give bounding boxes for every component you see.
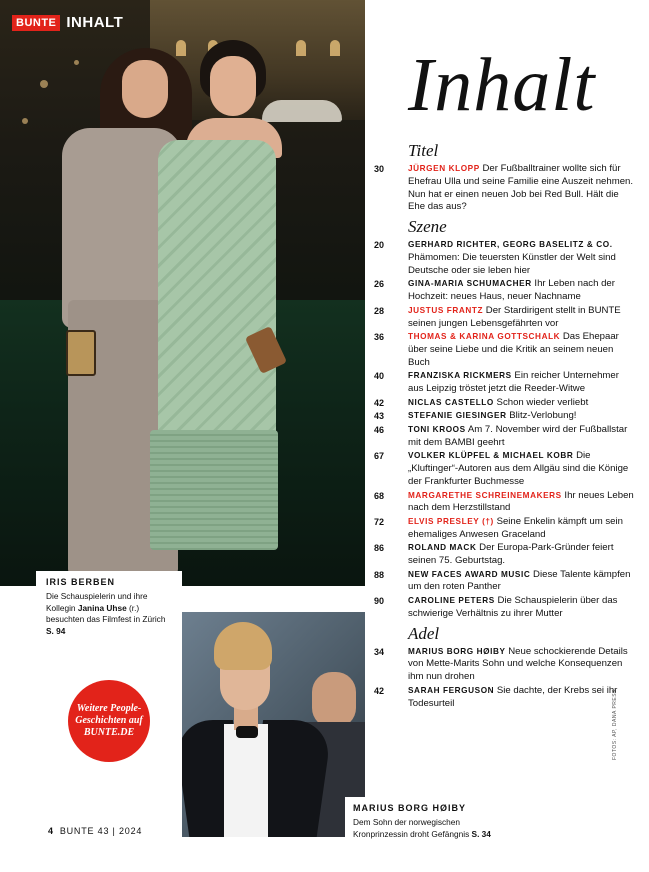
toc-page-number: 86 bbox=[374, 543, 385, 554]
hero-photo bbox=[0, 0, 365, 586]
toc-entry[interactable] bbox=[374, 450, 636, 488]
toc-entry[interactable] bbox=[374, 595, 636, 621]
bokeh-light bbox=[22, 118, 28, 124]
toc-entry-name: SARAH FERGUSON bbox=[408, 685, 495, 695]
toc-entry-text: Der Europa-Park-Gründer feiert seinen 75. Geburtstag. bbox=[408, 542, 614, 567]
toc-entry-body bbox=[408, 490, 636, 516]
toc-entry-name: FRANZISKA RICKMERS bbox=[408, 371, 512, 381]
toc-section bbox=[374, 625, 636, 711]
toc-entry-text: Phämomen: Die teuersten Künstler der Welt sind Deutsche oder sie leben hier bbox=[408, 251, 616, 276]
bow-tie bbox=[236, 726, 258, 738]
caption-text-part: Dem Sohn der norwegischen Kronprinzessin droht Gefängnis bbox=[353, 817, 472, 839]
toc-page-number: 36 bbox=[374, 332, 385, 343]
toc-entry-body bbox=[408, 542, 636, 568]
bokeh-light bbox=[74, 60, 79, 65]
toc-entry-body bbox=[408, 595, 636, 621]
toc-entry-name: NICLAS CASTELLO bbox=[408, 397, 494, 407]
toc-entry-body bbox=[408, 646, 636, 684]
toc-entry-name: NEW FACES AWARD MUSIC bbox=[408, 569, 531, 579]
toc-entry-body bbox=[408, 450, 636, 488]
toc-entry[interactable] bbox=[374, 569, 636, 595]
toc-entry[interactable] bbox=[374, 490, 636, 516]
toc-page-number: 90 bbox=[374, 596, 385, 607]
toc-page-number: 20 bbox=[374, 240, 385, 251]
person-hair bbox=[214, 622, 272, 670]
caption-text bbox=[353, 817, 493, 840]
toc-entry[interactable] bbox=[374, 410, 636, 423]
toc-page-number: 68 bbox=[374, 490, 385, 501]
caption-text bbox=[46, 591, 174, 637]
toc-entry-text: Blitz-Verlobung! bbox=[509, 410, 577, 422]
toc-entry-text: Der Stardirigent stellt in BUNTE seinen jungen Lebensgefährten vor bbox=[408, 304, 621, 329]
toc-entry[interactable] bbox=[374, 331, 636, 369]
table-of-contents bbox=[374, 142, 636, 714]
clutch-bag bbox=[66, 330, 96, 376]
toc-entry-body bbox=[408, 278, 636, 304]
toc-page-number: 42 bbox=[374, 685, 385, 696]
patio-umbrella bbox=[262, 100, 342, 122]
toc-entry-text: Die „Kluftinger“-Autoren aus dem Allgäu sind die Könige der Frankfurter Buchmesse bbox=[408, 450, 629, 487]
page-folio bbox=[48, 826, 142, 836]
toc-section bbox=[374, 142, 636, 214]
photo-caption bbox=[345, 797, 501, 846]
toc-entry-name: MARIUS BORG HØIBY bbox=[408, 646, 506, 656]
toc-entry-name: STEFANIE GIESINGER bbox=[408, 411, 507, 421]
folio-magazine: BUNTE bbox=[59, 826, 95, 836]
toc-page-number: 67 bbox=[374, 451, 385, 462]
toc-page-number: 88 bbox=[374, 569, 385, 580]
promo-badge[interactable]: Weitere People-Geschichten auf BUNTE.DE bbox=[68, 680, 150, 762]
toc-entry-text: Ihr neues Leben nach dem Herzstillstand bbox=[408, 489, 634, 514]
toc-entry-text: Der Fußballtrainer wollte sich für Ehefrau Ulla und seine Familie eine Auszeit nehmen. Nun hat er einen neuen Job bei Red Bull. Hält die Ehe das aus? bbox=[408, 163, 634, 213]
bokeh-light bbox=[40, 80, 48, 88]
caption-name: MARIUS BORG HØIBY bbox=[353, 803, 467, 813]
caption-page-ref: S. 34 bbox=[471, 828, 491, 839]
toc-entry-name: ELVIS PRESLEY (†) bbox=[408, 516, 494, 526]
toc-page-number: 26 bbox=[374, 279, 385, 290]
toc-entry[interactable] bbox=[374, 516, 636, 542]
toc-entry-text: Die Schauspielerin über das schwierige Verhältnis zu ihrer Mutter bbox=[408, 595, 618, 619]
toc-entry[interactable] bbox=[374, 542, 636, 568]
caption-name: IRIS BERBEN bbox=[46, 577, 116, 587]
toc-entry-text: Ihr Leben nach der Hochzeit: neues Haus, neuer Nachname bbox=[408, 278, 615, 303]
toc-page-number: 46 bbox=[374, 424, 385, 435]
toc-entry-body bbox=[408, 410, 636, 423]
building-window bbox=[330, 40, 340, 56]
toc-entry[interactable] bbox=[374, 685, 636, 711]
toc-section-heading: Titel bbox=[408, 141, 439, 160]
toc-entry-name: ROLAND MACK bbox=[408, 543, 477, 553]
toc-entry-name: THOMAS & KARINA GOTTSCHALK bbox=[408, 332, 561, 342]
toc-entry[interactable] bbox=[374, 424, 636, 450]
toc-page-number: 28 bbox=[374, 305, 385, 316]
toc-entry-body bbox=[408, 163, 636, 214]
toc-entry-text: Seine Enkelin kämpft um sein ehemaliges Anwesen Graceland bbox=[408, 515, 623, 540]
toc-entry-text: Schon wieder verliebt bbox=[496, 396, 589, 408]
toc-entry[interactable] bbox=[374, 305, 636, 331]
dress-shirt bbox=[224, 724, 268, 837]
toc-entry-name: CAROLINE PETERS bbox=[408, 596, 495, 606]
toc-entry-body bbox=[408, 370, 636, 396]
toc-entry[interactable] bbox=[374, 397, 636, 410]
toc-entry-text: Ein reicher Unternehmer aus Leipzig tröstet jetzt die Reeder-Witwe bbox=[408, 370, 619, 395]
toc-entry[interactable] bbox=[374, 278, 636, 304]
toc-page-number: 42 bbox=[374, 397, 385, 408]
page-title: Inhalt bbox=[408, 43, 596, 127]
toc-entry-name: JÜRGEN KLOPP bbox=[408, 164, 480, 173]
caption-text-part: (r.) besuchten das Filmfest in Zürich bbox=[46, 602, 166, 624]
caption-text-part: Die Schauspielerin und ihre Kollegin bbox=[46, 591, 148, 613]
toc-entry-text: Das Ehepaar über seine Liebe und die Kritik an seinem neuen Buch bbox=[408, 331, 619, 368]
toc-entry-name: JUSTUS FRANTZ bbox=[408, 305, 484, 315]
toc-section bbox=[374, 218, 636, 620]
section-header bbox=[12, 14, 123, 31]
toc-entry-name: TONI KROOS bbox=[408, 424, 466, 434]
toc-entry[interactable] bbox=[374, 370, 636, 396]
toc-entry-body bbox=[408, 305, 636, 331]
toc-entry-body bbox=[408, 685, 636, 711]
photo-credit: FOTOS: AP, DANA PRESS bbox=[612, 689, 618, 760]
person-face bbox=[210, 56, 256, 116]
toc-entry-body bbox=[408, 397, 636, 410]
toc-entry-text: Diese Talente kämpfen um den roten Panther bbox=[408, 568, 631, 593]
toc-entry-name: GERHARD RICHTER, GEORG BASELITZ & CO. bbox=[408, 240, 613, 250]
toc-entry-name: VOLKER KLÜPFEL & MICHAEL KOBR bbox=[408, 451, 574, 461]
toc-entry[interactable] bbox=[374, 646, 636, 684]
portrait-photo bbox=[182, 612, 365, 837]
folio-page-number: 4 bbox=[48, 826, 54, 836]
toc-entry-name: GINA-MARIA SCHUMACHER bbox=[408, 279, 532, 289]
toc-entry-name: MARGARETHE SCHREINEMAKERS bbox=[408, 490, 562, 500]
toc-entry-body bbox=[408, 239, 636, 277]
toc-page-number: 43 bbox=[374, 411, 385, 422]
toc-page-number: 72 bbox=[374, 516, 385, 527]
caption-page-ref: S. 94 bbox=[46, 625, 66, 636]
toc-entry-text: Sie dachte, der Krebs sei ihr Todesurteil bbox=[408, 684, 618, 709]
toc-entry-body bbox=[408, 516, 636, 542]
toc-section-heading: Adel bbox=[408, 623, 440, 643]
section-label: INHALT bbox=[66, 14, 124, 31]
toc-page-number: 40 bbox=[374, 371, 385, 382]
dress-hem bbox=[150, 430, 278, 550]
toc-entry-body bbox=[408, 424, 636, 450]
person-face bbox=[122, 60, 168, 118]
bunte-logo: BUNTE bbox=[12, 15, 60, 31]
photo-caption bbox=[36, 571, 182, 643]
caption-bold-name: Janina Uhse bbox=[77, 602, 127, 613]
toc-entry-text: Neue schockierende Details von Mette-Marits Sohn und welche Konsequenzen ihm nun drohen bbox=[408, 645, 628, 683]
background-person-face bbox=[312, 672, 356, 728]
folio-issue: 43 | 2024 bbox=[97, 826, 143, 836]
building-window bbox=[296, 40, 306, 56]
toc-entry[interactable] bbox=[374, 239, 636, 277]
building-window bbox=[176, 40, 186, 56]
toc-page-number: 34 bbox=[374, 646, 385, 657]
toc-entry-body bbox=[408, 569, 636, 595]
toc-entry[interactable] bbox=[374, 163, 636, 214]
toc-page-number: 30 bbox=[374, 164, 385, 174]
toc-entry-text: Am 7. November wird der Fußballstar mit dem BAMBI geehrt bbox=[408, 423, 628, 448]
toc-section-heading: Szene bbox=[408, 217, 447, 237]
toc-entry-body bbox=[408, 331, 636, 369]
